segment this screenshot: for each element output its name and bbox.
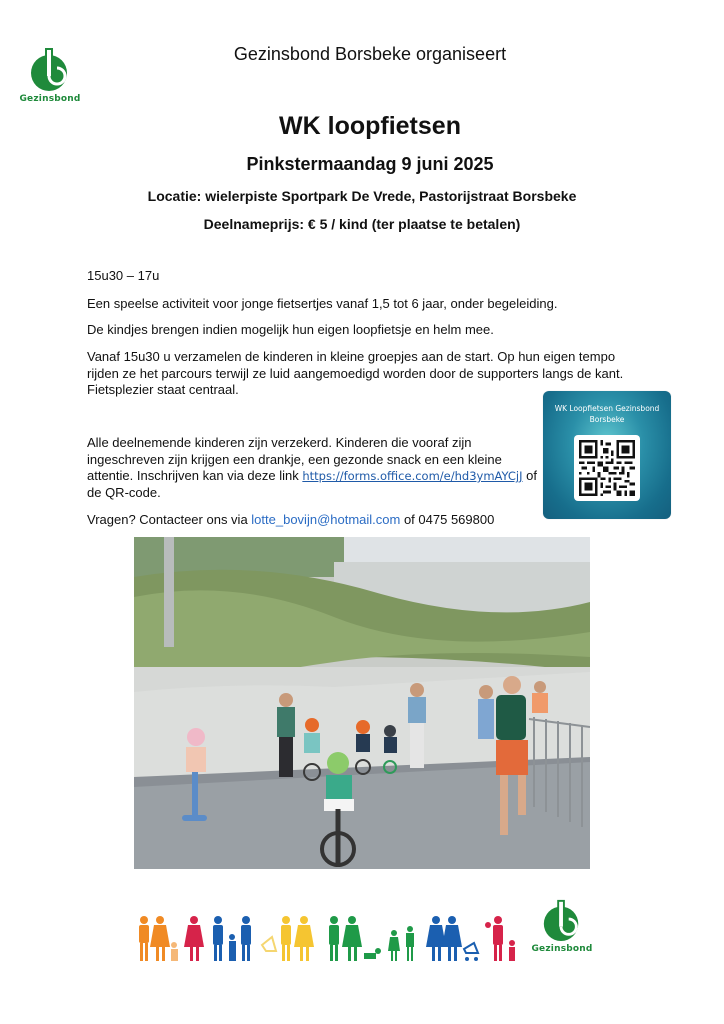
registration-paragraph [87, 435, 537, 501]
family-orange [139, 916, 178, 961]
event-time: 15u30 – 17u [87, 268, 160, 283]
bring-paragraph: De kindjes brengen indien mogelijk hun eigen loopfietsje en helm mee. [87, 322, 494, 337]
logo-wordmark: Gezinsbond [19, 94, 81, 104]
registration-text-end: of de QR-code. [87, 468, 537, 500]
qr-code-card [543, 391, 671, 519]
registration-text: Alle deelnemende kinderen zijn verzekerd. Kinderen die vooraf zijn ingeschreven zijn krijgen een drankje, een gezonde snack en een kleine attentie. Inschrijven kan via deze link [87, 435, 502, 483]
event-photo [134, 537, 590, 869]
description-paragraph: Vanaf 15u30 u verzamelen de kinderen in kleine groepjes aan de start. Op hun eigen tempo rijden ze het parcours terwijl ze luid aangemoedigd worden door de supporters langs de kant. Fietsplezier staat centraal. [87, 349, 624, 397]
gezinsbond-logo-footer [532, 898, 592, 954]
qr-card-title: WK Loopfietsen Gezinsbond Borsbeke [554, 404, 660, 424]
contact-phone: of 0475 569800 [400, 512, 495, 527]
event-date: Pinkstermaandag 9 juni 2025 [246, 154, 494, 174]
page-title: WK loopfietsen [279, 112, 461, 140]
family-pictograms-icon [136, 915, 526, 967]
event-location: Locatie: wielerpiste Sportpark De Vrede, Pastorijstraat Borsbeke [147, 188, 577, 204]
registration-link[interactable]: https://forms.office.com/e/hd3ymAYCjJ [302, 469, 523, 483]
balance-bike-photo [134, 537, 590, 869]
intro-paragraph: Een speelse activiteit voor jonge fietsertjes vanaf 1,5 tot 6 jaar, onder begeleiding. [87, 296, 558, 311]
family-pictogram-strip [136, 915, 526, 972]
gezinsbond-logo-footer-icon [540, 898, 584, 942]
logo-footer-wordmark: Gezinsbond [531, 944, 593, 954]
contact-paragraph [87, 512, 494, 529]
qr-code[interactable] [574, 435, 640, 501]
contact-email-link[interactable]: lotte_bovijn@hotmail.com [251, 512, 401, 527]
contact-text: Vragen? Contacteer ons via [87, 512, 252, 527]
qr-code-icon [579, 440, 635, 496]
organizer-line: Gezinsbond Borsbeke organiseert [233, 44, 507, 64]
event-price: Deelnameprijs: € 5 / kind (ter plaatse te betalen) [203, 216, 521, 232]
